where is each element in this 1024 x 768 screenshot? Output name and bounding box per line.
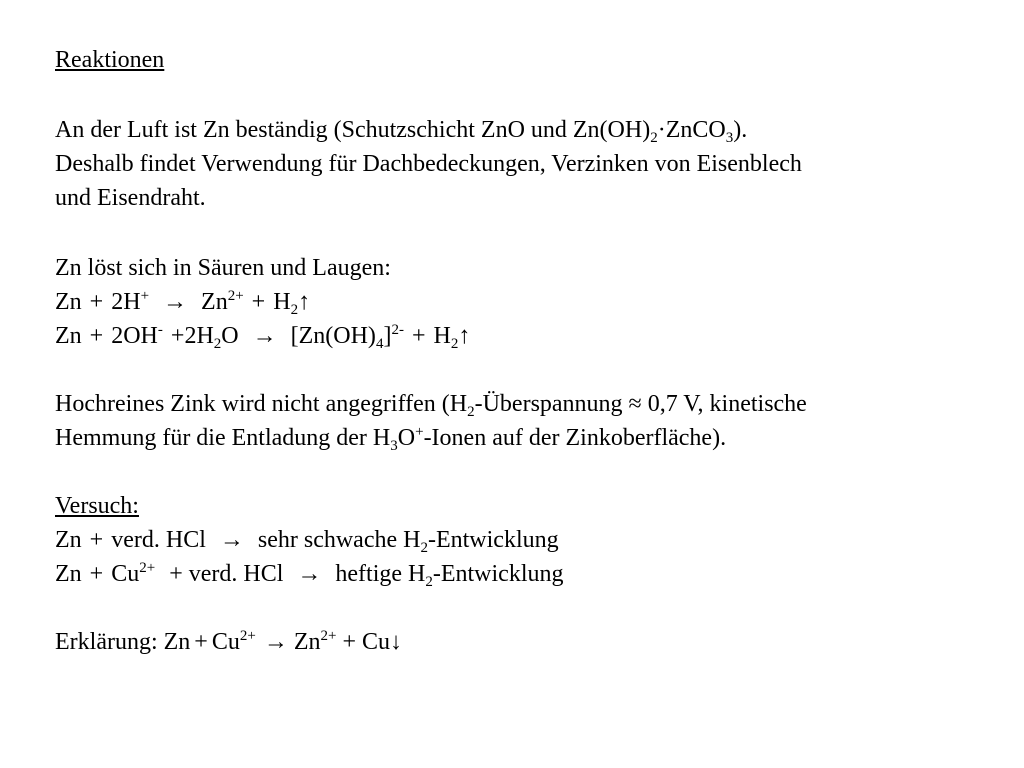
eq2-gas-arrow: ↑ — [458, 323, 471, 349]
eq2-zn: Zn — [55, 323, 82, 349]
heading-reaktionen: Reaktionen — [55, 47, 165, 73]
versuch-reaction2 — [55, 557, 564, 591]
erkl-cu: Cu — [211, 629, 240, 655]
para1-line3: und Eisendraht. — [55, 185, 206, 211]
eq1-zn-ion: Zn — [201, 289, 228, 315]
r2-result-tail: -Entwicklung — [432, 561, 564, 587]
r2-hcl: + verd. HCl — [169, 561, 284, 587]
r1-result-tail: -Entwicklung — [427, 527, 559, 553]
para3-l2-sup: + — [415, 424, 424, 440]
para1-line1 — [55, 113, 747, 147]
erklaerung-line — [55, 625, 402, 659]
eq2-oh: 2OH — [111, 323, 158, 349]
eq2-oh-charge: - — [157, 322, 163, 338]
equation-base — [55, 319, 470, 353]
para1-l1-text-c: ). — [733, 117, 748, 143]
eq2-h2: H — [433, 323, 451, 349]
eq2-plus2: + — [170, 323, 185, 349]
erkl-precipitate-arrow: ↓ — [390, 629, 403, 655]
para2-intro: Zn löst sich in Säuren und Laugen: — [55, 255, 391, 281]
r2-cu-charge: 2+ — [139, 560, 156, 576]
para1-l1-sub2: 3 — [725, 130, 734, 146]
para3-l2-b: O — [397, 425, 416, 451]
eq1-plus2: + — [251, 289, 266, 315]
para1-l1-text-b: ·ZnCO — [657, 117, 726, 143]
erkl-zn-charge: 2+ — [320, 628, 337, 644]
eq2-arrow: → — [252, 323, 277, 349]
eq2-water-o: O — [221, 323, 239, 349]
r2-zn: Zn — [55, 561, 82, 587]
eq2-complex-charge: 2- — [391, 322, 404, 338]
para3-l1-a: Hochreines Zink wird nicht angegriffen (H — [55, 391, 468, 417]
r1-arrow: → — [219, 527, 244, 553]
r2-arrow: → — [297, 561, 322, 587]
para3-l1-sub: 2 — [467, 404, 475, 420]
para1-l1-text-a: An der Luft ist Zn beständig (Schutzschicht ZnO und Zn(OH) — [55, 117, 651, 143]
erkl-label: Erklärung: Zn — [55, 629, 191, 655]
eq2-water-h: 2H — [184, 323, 214, 349]
para3-l2-c: -Ionen auf der Zinkoberfläche). — [423, 425, 727, 451]
eq1-zn-charge: 2+ — [227, 288, 244, 304]
para3-line1 — [55, 387, 807, 421]
r2-plus: + — [89, 561, 104, 587]
r1-hcl: verd. HCl — [111, 527, 206, 553]
para3-l2-sub: 3 — [390, 438, 398, 454]
eq2-h2-sub: 2 — [450, 336, 459, 352]
eq2-plus1: + — [89, 323, 104, 349]
eq1-h2-sub: 2 — [290, 302, 299, 318]
r1-plus: + — [89, 527, 104, 553]
eq1-plus1: + — [89, 289, 104, 315]
eq1-zn: Zn — [55, 289, 82, 315]
eq2-complex-bracket: ] — [383, 323, 392, 349]
eq2-water-sub: 2 — [213, 336, 222, 352]
erkl-arrow: → — [263, 629, 288, 655]
eq2-complex-sub: 4 — [375, 336, 384, 352]
erkl-zn: Zn — [293, 629, 321, 655]
para3-line2 — [55, 421, 726, 455]
versuch-reaction1 — [55, 523, 559, 557]
heading-versuch: Versuch: — [55, 493, 139, 519]
erkl-plus: + — [194, 629, 208, 655]
r2-cu: Cu — [111, 561, 140, 587]
r1-result: sehr schwache H — [257, 527, 421, 553]
eq1-arrow: → — [163, 289, 188, 315]
erkl-cu-charge: 2+ — [239, 628, 256, 644]
para3-l1-b: -Überspannung ≈ 0,7 V, kinetische — [474, 391, 807, 417]
para1-line2: Deshalb findet Verwendung für Dachbedeckungen, Verzinken von Eisenblech — [55, 151, 802, 177]
eq2-plus3: + — [411, 323, 426, 349]
r1-result-sub: 2 — [420, 540, 428, 556]
r1-zn: Zn — [55, 527, 82, 553]
erkl-cu-product: + Cu — [342, 629, 391, 655]
r2-result: heftige H — [335, 561, 426, 587]
eq1-gas-arrow: ↑ — [298, 289, 311, 315]
eq1-h-charge: + — [140, 288, 150, 304]
eq2-complex: [Zn(OH) — [290, 323, 376, 349]
eq1-h: 2H — [111, 289, 141, 315]
eq1-h2: H — [273, 289, 291, 315]
equation-acid — [55, 285, 310, 319]
r2-result-sub: 2 — [425, 574, 433, 590]
para1-l1-sub1: 2 — [650, 130, 658, 146]
para3-l2-a: Hemmung für die Entladung der H — [55, 425, 391, 451]
